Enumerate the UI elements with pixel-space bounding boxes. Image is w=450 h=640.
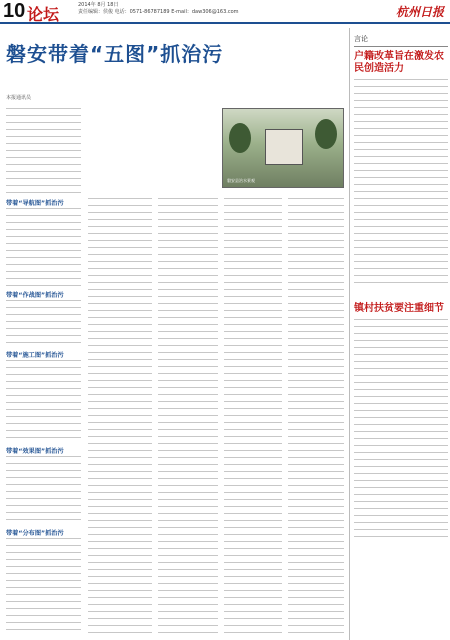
text-column (288, 198, 344, 636)
text-column (6, 208, 81, 288)
subhead-3: 带着“施工图”抓治污 (6, 352, 64, 359)
text-column (224, 198, 282, 636)
sidebar-text-block (354, 319, 448, 539)
text-column (6, 360, 81, 444)
text-column (6, 108, 81, 196)
page-number: 10 (3, 0, 26, 22)
newspaper-brand: 杭州日报 (395, 5, 444, 19)
text-column (6, 456, 81, 526)
photo-caption: 磐安县治水景观 (227, 178, 255, 183)
page-header (0, 0, 450, 24)
text-column (6, 538, 81, 636)
sidebar-headline-2: 镇村扶贫要注重细节 (354, 303, 444, 314)
text-column (158, 198, 218, 636)
article-photo (222, 108, 344, 188)
page-meta: 2014年 8月 18日 责任编辑：侯俊 电话：0571-86787189 E-mail：daw306@163.com (78, 2, 239, 15)
sidebar-text-block (354, 79, 448, 289)
main-article (0, 28, 350, 640)
sidebar-tag: 言论 (354, 34, 448, 47)
commentary-sidebar (354, 34, 448, 634)
stone-monument (265, 129, 303, 165)
subhead-2: 带着“作战图”抓治污 (6, 292, 64, 299)
tree-shape (315, 119, 337, 149)
article-headline: 磐安带着“五图”抓治污 (6, 42, 224, 66)
section-title: 论坛 (27, 5, 60, 24)
subhead-1: 带着“导航图”抓治污 (6, 200, 64, 207)
subhead-4: 带着“效果图”抓治污 (6, 448, 64, 455)
sidebar-headline-1: 户籍改革旨在激发农民创造活力 (354, 51, 444, 74)
text-column (88, 198, 152, 636)
article-byline: 本报通讯员 (6, 95, 32, 101)
text-column (6, 300, 81, 348)
tree-shape (229, 123, 251, 153)
subhead-5: 带着“分布图”抓治污 (6, 530, 64, 537)
